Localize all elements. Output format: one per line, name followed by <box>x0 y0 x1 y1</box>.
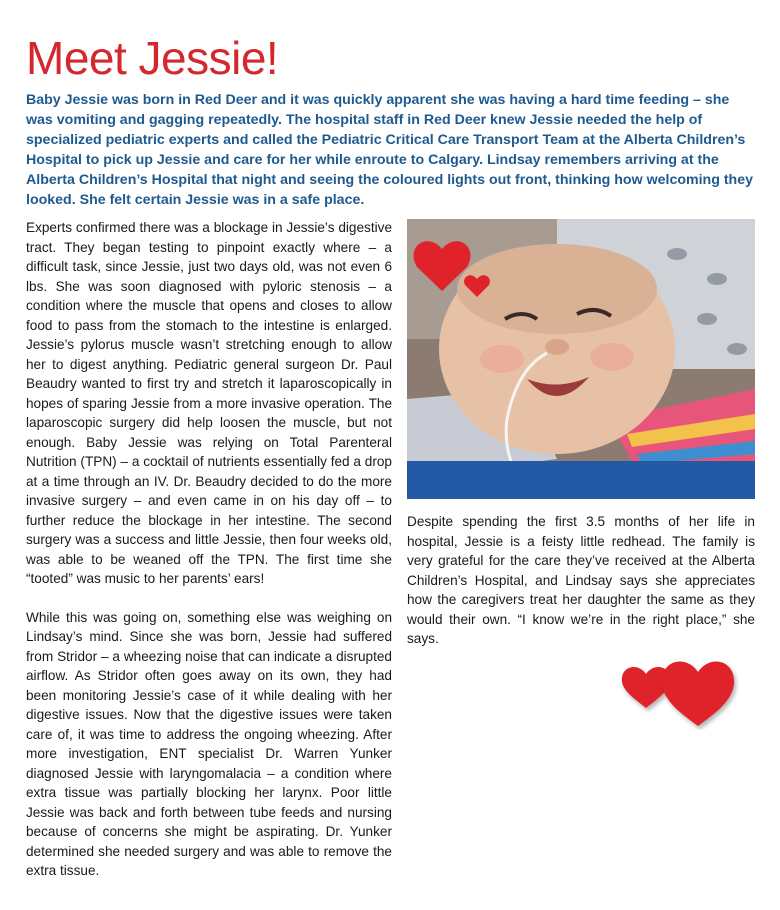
left-column <box>26 218 392 900</box>
body-paragraph: Experts confirmed there was a blockage in Jessie’s digestive tract. They began testing to pinpoint exactly where – a difficult task, since Jessie, just two days old, was not even 6 lbs. She was soon diagnosed with pyloric stenosis – a condition where the muscle that opens and closes to allow food to pass from the stomach to the intestine is enlarged. Jessie’s pylorus muscle wasn’t stretching enough to allow her to digest anything. Pediatric general surgeon Dr. Paul Beaudry wanted to first try and stretch it laparoscopically in hopes of sparing Jessie from a more invasive operation. The laparoscopic surgery did help loosen the muscle, but not enough. Baby Jessie was relying on Total Parenteral Nutrition (TPN) – a cocktail of nutrients essentially fed a drop at a time through an IV. Dr. Beaudry decided to do the more invasive surgery – and even came in on his day off – to further reduce the blockage in her intestine. The second surgery was a success and little Jessie, then four weeks old, was able to be weaned off the TPN. The first time she “tooted” was music to her parents’ ears! <box>26 220 392 586</box>
body-paragraph: While this was going on, something else was weighing on Lindsay’s mind. Since she was born, Jessie had suffered from Stridor – a wheezing noise that can indicate a disrupted airflow. As Stridor often goes away on its own, they had been monitoring Jessie’s case of it while dealing with her digestive issues. Now that the digestive issues were taken care of, it was time to address the ongoing wheezing. After more investigation, ENT specialist Dr. Warren Yunker diagnosed Jessie with laryngomalacia – a condition where extra tissue was partially blocking her larynx. Poor little Jessie was back and forth between tube feeds and nursing because of concerns she might be aspirating. Dr. Yunker determined she needed surgery and was able to remove the extra tissue. <box>26 609 392 878</box>
closing-paragraph: Despite spending the first 3.5 months of her life in hospital, Jessie is a feisty little redhead. The family is very grateful for the care they’ve received at the Alberta Children’s Hospital, and Lindsay says she appreciates how the caregivers treat her daughter the same as they would their own. “I know we’re in the right place,” she says. <box>407 514 755 646</box>
page-title: Meet Jessie! <box>26 32 279 84</box>
baby-photo <box>407 219 755 499</box>
intro-paragraph: Baby Jessie was born in Red Deer and it was quickly apparent she was having a hard time feeding – she was vomiting and gagging repeatedly. The hospital staff in Red Deer knew Jessie needed the help of specialized pediatric experts and called the Pediatric Critical Care Transport Team at the Alberta Children’s Hospital to pick up Jessie and care for her while enroute to Calgary. Lindsay remembers arriving at the Alberta Children’s Hospital that night and seeing the coloured lights out front, thinking how welcoming they looked. She felt certain Jessie was in a safe place. <box>26 92 753 208</box>
hearts-decoration <box>616 650 746 730</box>
photo-caption-band <box>407 461 755 499</box>
heart-icon <box>616 650 746 730</box>
baby-photo-illustration <box>407 219 755 499</box>
